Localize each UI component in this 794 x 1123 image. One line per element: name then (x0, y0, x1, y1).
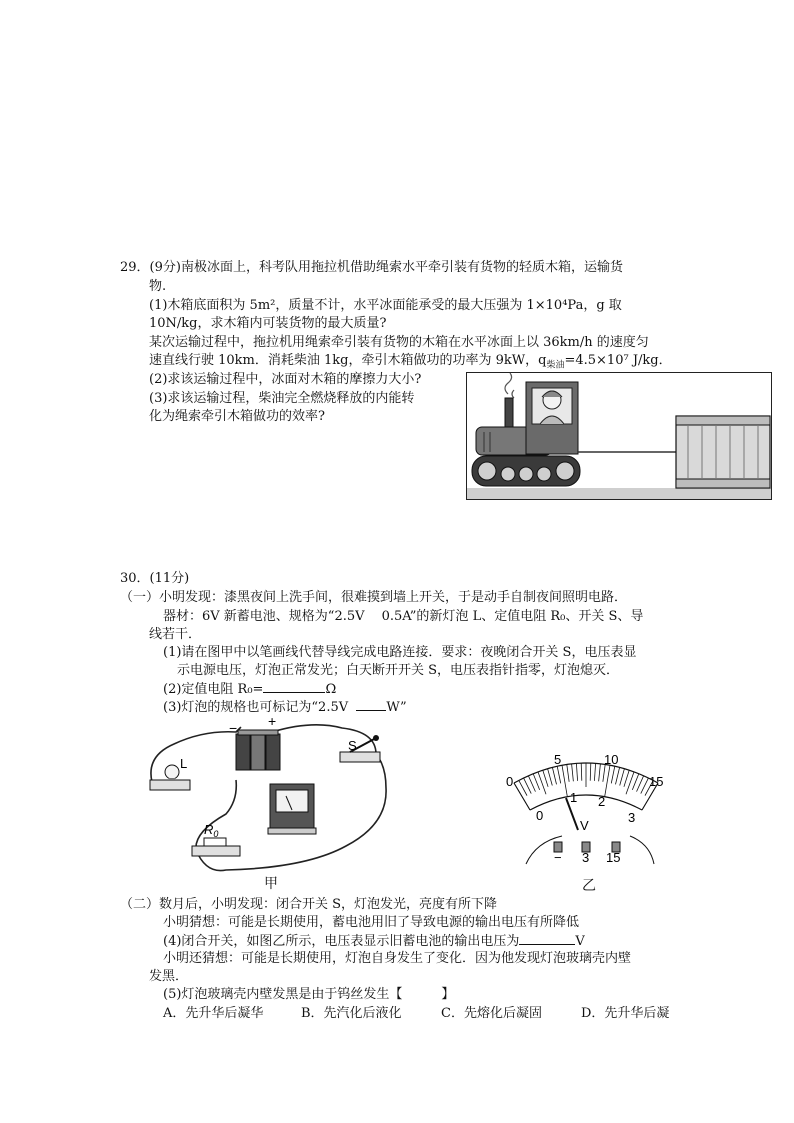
q30-sub2 (163, 680, 336, 699)
dial-tick (572, 764, 574, 781)
r0-subscript: 0 (213, 829, 219, 839)
wooden-crate (676, 416, 770, 488)
terminal-3-label: 3 (582, 850, 590, 865)
figure-yi-voltmeter (498, 748, 674, 866)
q29-sub1-line1: (1)木箱底面积为 5m²，质量不计，水平冰面能承受的最大压强为 1×10⁴Pa，g 取 (149, 298, 622, 313)
option-c[interactable]: C．先熔化后凝固 (441, 1006, 542, 1021)
answer-blank-power[interactable] (356, 698, 386, 711)
q29-scenario-line1: 某次运输过程中，拖拉机用绳索牵引装有货物的木箱在水平冰面上以 36km/h 的速度匀 (149, 335, 649, 350)
top-scale-10: 10 (604, 752, 619, 767)
dial-tick (605, 765, 610, 796)
q30-part2-line2: 小明猜想：可能是长期使用，蓄电池用旧了导致电源的输出电压有所降低 (163, 915, 580, 930)
dial-tick (590, 763, 591, 781)
terminal-15-label: 15 (606, 850, 621, 865)
q30-part2-line1: （二）数月后，小明发现：闭合开关 S，灯泡发光，亮度有所下降 (120, 897, 498, 912)
q30-sub2-unit: Ω (325, 682, 337, 697)
battery-plus-label: + (268, 713, 277, 729)
q30-sub3-text: (3)灯泡的规格也可标记为“2.5V (163, 700, 349, 715)
dial-tick (581, 763, 582, 781)
q30-sub2-text: (2)定值电阻 R₀= (163, 682, 264, 697)
option-a[interactable]: A．先升华后凝华 (163, 1006, 264, 1021)
q29-sub3-line2: 化为绳索牵引木箱做功的效率? (149, 409, 325, 424)
dial-tick (611, 766, 615, 783)
lamp-l-label: L (180, 756, 188, 771)
dial-tick (557, 766, 561, 783)
dial-tick (543, 770, 548, 787)
figure-yi-caption: 乙 (582, 878, 596, 894)
resistor-r0 (192, 838, 240, 856)
switch-s (340, 735, 380, 762)
q30-sub5: (5)灯泡玻璃壳内壁发黑是由于钨丝发生【 】 (163, 987, 455, 1002)
bottom-scale-1: 1 (570, 790, 578, 805)
bottom-scale-3: 3 (628, 810, 636, 825)
q30-part1-line1: （一）小明发现：漆黑夜间上洗手间，很难摸到墙上开关，于是动手自制夜间照明电路． (120, 590, 628, 605)
dial-tick (576, 763, 577, 781)
bottom-scale-0: 0 (536, 808, 544, 823)
r0-letter: R (204, 822, 214, 837)
dial-inner-arc (530, 795, 642, 810)
dial-tick (594, 763, 595, 781)
dial-tick (552, 767, 556, 784)
q29-sub2: (2)求该运输过程中，冰面对木箱的摩擦力大小? (149, 372, 422, 387)
switch-s-label: S (348, 738, 357, 753)
dial-tick (562, 765, 567, 796)
answer-blank-voltage[interactable] (519, 932, 575, 945)
tractor-crate-figure (466, 372, 772, 500)
q30-part1-line2: 器材：6V 新蓄电池、规格为“2.5V 0.5A”的新灯泡 L、定值电阻 R₀、开关 S、导 (163, 609, 644, 624)
q29-sub1-line2: 10N/kg，求木箱内可装货物的最大质量? (149, 316, 387, 331)
ice-surface (467, 488, 771, 499)
q30-part1-line3: 线若干． (149, 627, 202, 642)
top-scale-5: 5 (554, 752, 562, 767)
option-b[interactable]: B．先汽化后液化 (301, 1006, 402, 1021)
figure-jia-circuit (140, 712, 400, 868)
crate-top-board (676, 416, 770, 425)
dial-tick (615, 767, 619, 784)
figure-jia-caption: 甲 (264, 876, 278, 892)
dial-tick (632, 774, 638, 790)
dial-tick (548, 769, 553, 786)
q30-sub1-line2: 示电源电压，灯泡正常发光；白天断开开关 S，电压表指针指零，灯泡熄灭． (177, 663, 620, 678)
dial-ticks (514, 763, 658, 810)
top-scale-15: 15 (649, 774, 664, 789)
meter-unit-label: V (580, 818, 589, 833)
q29-line2: 物. (149, 279, 167, 294)
dial-tick (533, 774, 539, 790)
q30-part2-line4: 发黑． (149, 969, 189, 984)
q30-sub3-unit: W” (386, 700, 407, 715)
terminal-minus-label: − (554, 850, 562, 865)
q30-sub1-line1: (1)请在图甲中以笔画线代替导线完成电路连接．要求：夜晚闭合开关 S，电压表显 (163, 645, 637, 660)
answer-blank-r0[interactable] (263, 680, 325, 693)
q30-sub4-unit: V (575, 934, 585, 949)
voltmeter-device (268, 784, 316, 834)
q30-sub4-text: (4)闭合开关，如图乙所示，电压表显示旧蓄电池的输出电压为 (163, 934, 520, 949)
crate-bottom-board (676, 479, 770, 488)
q30-sub4 (163, 932, 585, 951)
battery-minus-label: − (229, 720, 238, 736)
meter-body-right (630, 836, 654, 864)
q29-diesel-subscript: 柴油 (546, 360, 565, 371)
battery (236, 730, 280, 770)
top-scale-0: 0 (506, 774, 514, 789)
dial-tick (599, 764, 601, 781)
q30-heading: 30．(11分) (120, 571, 190, 586)
dial-tick (603, 764, 605, 781)
q29-scenario-value: =4.5×10⁷ J/kg． (564, 353, 672, 368)
q29-sub3-line1: (3)求该运输过程，柴油完全燃烧释放的内能转 (149, 391, 415, 406)
bottom-scale-2: 2 (598, 794, 606, 809)
q29-line1: 29．(9分)南极冰面上，科考队用拖拉机借助绳索水平牵引装有货物的轻质木箱，运输货 (120, 260, 623, 275)
resistor-r0-label (204, 822, 218, 839)
q29-scenario-text: 速直线行驶 10km．消耗柴油 1kg，牵引木箱做功的功率为 9kW，q (149, 353, 547, 368)
dial-tick (624, 770, 629, 787)
dial-tick (567, 764, 569, 781)
dial-tick (620, 769, 625, 786)
option-d[interactable]: D．先升华后凝 (581, 1006, 670, 1021)
q30-part2-line3: 小明还猜想：可能是长期使用，灯泡自身发生了变化．因为他发现灯泡玻璃壳内壁 (163, 951, 632, 966)
